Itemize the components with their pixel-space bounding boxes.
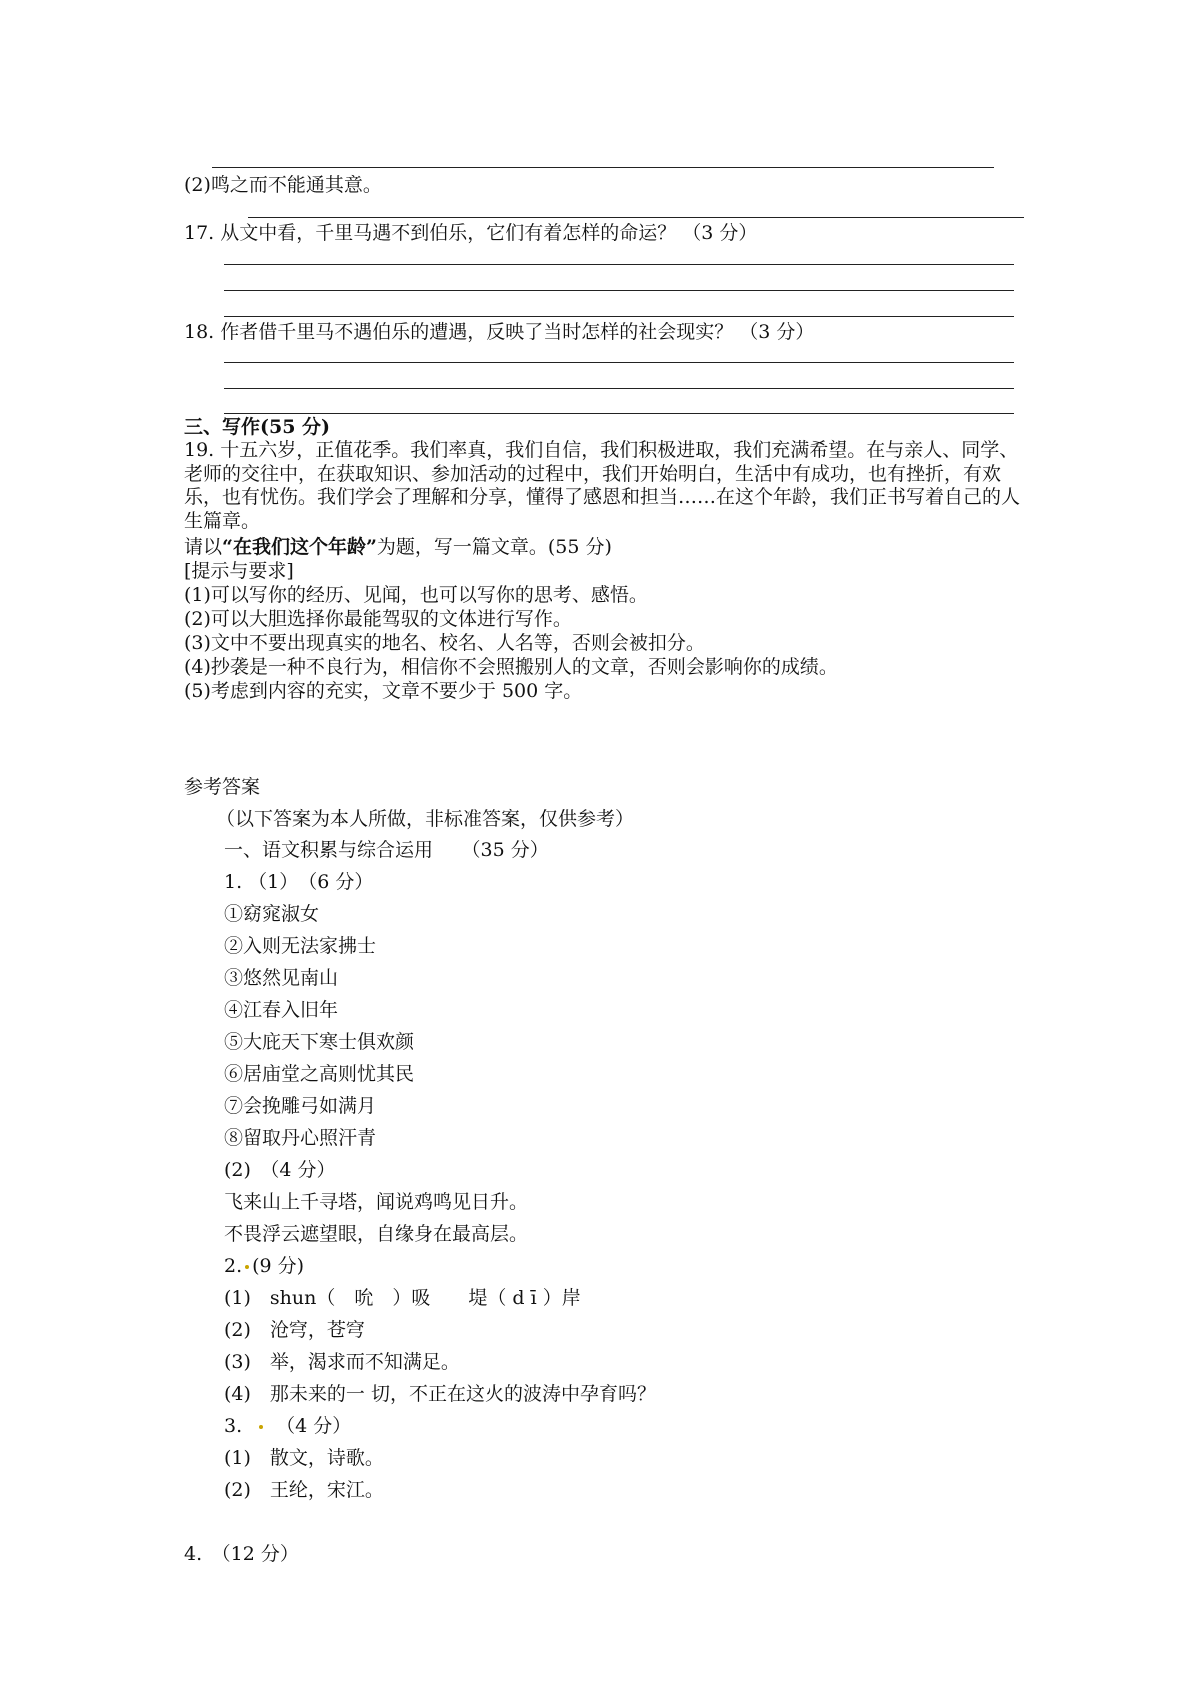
answers-note: （以下答案为本人所做，非标准答案，仅供参考）	[216, 808, 635, 830]
answer-1-item: ①窈窕淑女	[224, 903, 320, 925]
hints-heading: [提示与要求]	[184, 560, 294, 582]
hint-item: (2)可以大胆选择你最能驾驭的文体进行写作。	[184, 608, 572, 630]
answer-3-number: 3.	[224, 1415, 243, 1437]
question-16-item-2: (2)鸣之而不能通其意。	[184, 174, 382, 196]
answer-1-item: ④江春入旧年	[224, 999, 339, 1021]
answer-3-label	[224, 1414, 351, 1438]
marker-dot	[245, 1265, 249, 1269]
answer-1-item: ⑥居庙堂之高则忧其民	[224, 1063, 415, 1085]
answer-1-item: ⑤大庇天下寒士俱欢颜	[224, 1031, 415, 1053]
hint-item: (1)可以写你的经历、见闻，也可以写你的思考、感悟。	[184, 584, 648, 606]
answer-3-item: (1) 散文，诗歌。	[224, 1447, 384, 1469]
writing-prompt-post: 为题，写一篇文章。(55 分)	[376, 536, 612, 558]
question-17: 17. 从文中看，千里马遇不到伯乐，它们有着怎样的命运？ （3 分）	[184, 222, 758, 244]
answer-line	[224, 264, 1014, 265]
answer-1-item: ③悠然见南山	[224, 967, 339, 989]
answer-2-number: 2.	[224, 1255, 243, 1277]
answer-line	[224, 362, 1014, 363]
answer-1-item: ②入则无法家拂士	[224, 935, 377, 957]
answer-1-2-line: 飞来山上千寻塔，闻说鸡鸣见日升。	[224, 1191, 529, 1213]
writing-prompt-title: “在我们这个年龄”	[222, 536, 377, 558]
question-19-text: 19. 十五六岁，正值花季。我们率真，我们自信，我们积极进取，我们充满希望。在与亲人、同学、老师的交往中，在获取知识、参加活动的过程中，我们开始明白，生活中有成功，也有挫折，有欢乐，也有忧伤。我们学会了理解和分享，懂得了感恩和担当……在这个年龄，我们正书写着自己的人生篇章。	[184, 439, 1021, 532]
answer-1-item: ⑦会挽雕弓如满月	[224, 1095, 377, 1117]
answer-line	[212, 167, 994, 168]
answer-2-item: (4) 那未来的一 切，不正在这火的波涛中孕育吗？	[224, 1383, 656, 1405]
writing-prompt-pre: 请以	[184, 536, 223, 558]
answer-2-item: (1) shun（ 吮 ）吸 堤（ d ī ）岸	[224, 1287, 581, 1309]
answer-4-label: 4. （12 分）	[184, 1543, 299, 1565]
section-heading-writing: 三、写作(55 分)	[184, 416, 331, 438]
answer-2-label	[224, 1254, 304, 1278]
answer-1-item: ⑧留取丹心照汗青	[224, 1127, 377, 1149]
answer-2-item: (3) 举，渴求而不知满足。	[224, 1351, 460, 1373]
question-18: 18. 作者借千里马不遇伯乐的遭遇，反映了当时怎样的社会现实？ （3 分）	[184, 321, 815, 343]
hint-item: (3)文中不要出现真实的地名、校名、人名等，否则会被扣分。	[184, 632, 705, 654]
answer-2-score: (9 分)	[252, 1255, 305, 1277]
answer-line	[224, 316, 1014, 317]
writing-prompt	[184, 535, 612, 559]
answers-section-1: 一、语文积累与综合运用 （35 分）	[224, 839, 549, 861]
answer-1-label: 1. （1） （6 分）	[224, 871, 374, 893]
marker-dot	[259, 1425, 263, 1429]
answer-3-score: （4 分）	[276, 1415, 352, 1437]
hint-item: (4)抄袭是一种不良行为，相信你不会照搬别人的文章，否则会影响你的成绩。	[184, 656, 838, 678]
answer-1-2-label: (2) （4 分）	[224, 1159, 336, 1181]
answers-heading: 参考答案	[184, 776, 261, 798]
answer-line	[224, 413, 1014, 414]
answer-2-item: (2) 沧穹，苍穹	[224, 1319, 365, 1341]
answer-3-item: (2) 王纶，宋江。	[224, 1479, 384, 1501]
answer-1-2-line: 不畏浮云遮望眼，自缘身在最高层。	[224, 1223, 529, 1245]
answer-line	[224, 290, 1014, 291]
answer-line	[224, 388, 1014, 389]
answer-line	[248, 217, 1024, 218]
hint-item: (5)考虑到内容的充实，文章不要少于 500 字。	[184, 680, 583, 702]
